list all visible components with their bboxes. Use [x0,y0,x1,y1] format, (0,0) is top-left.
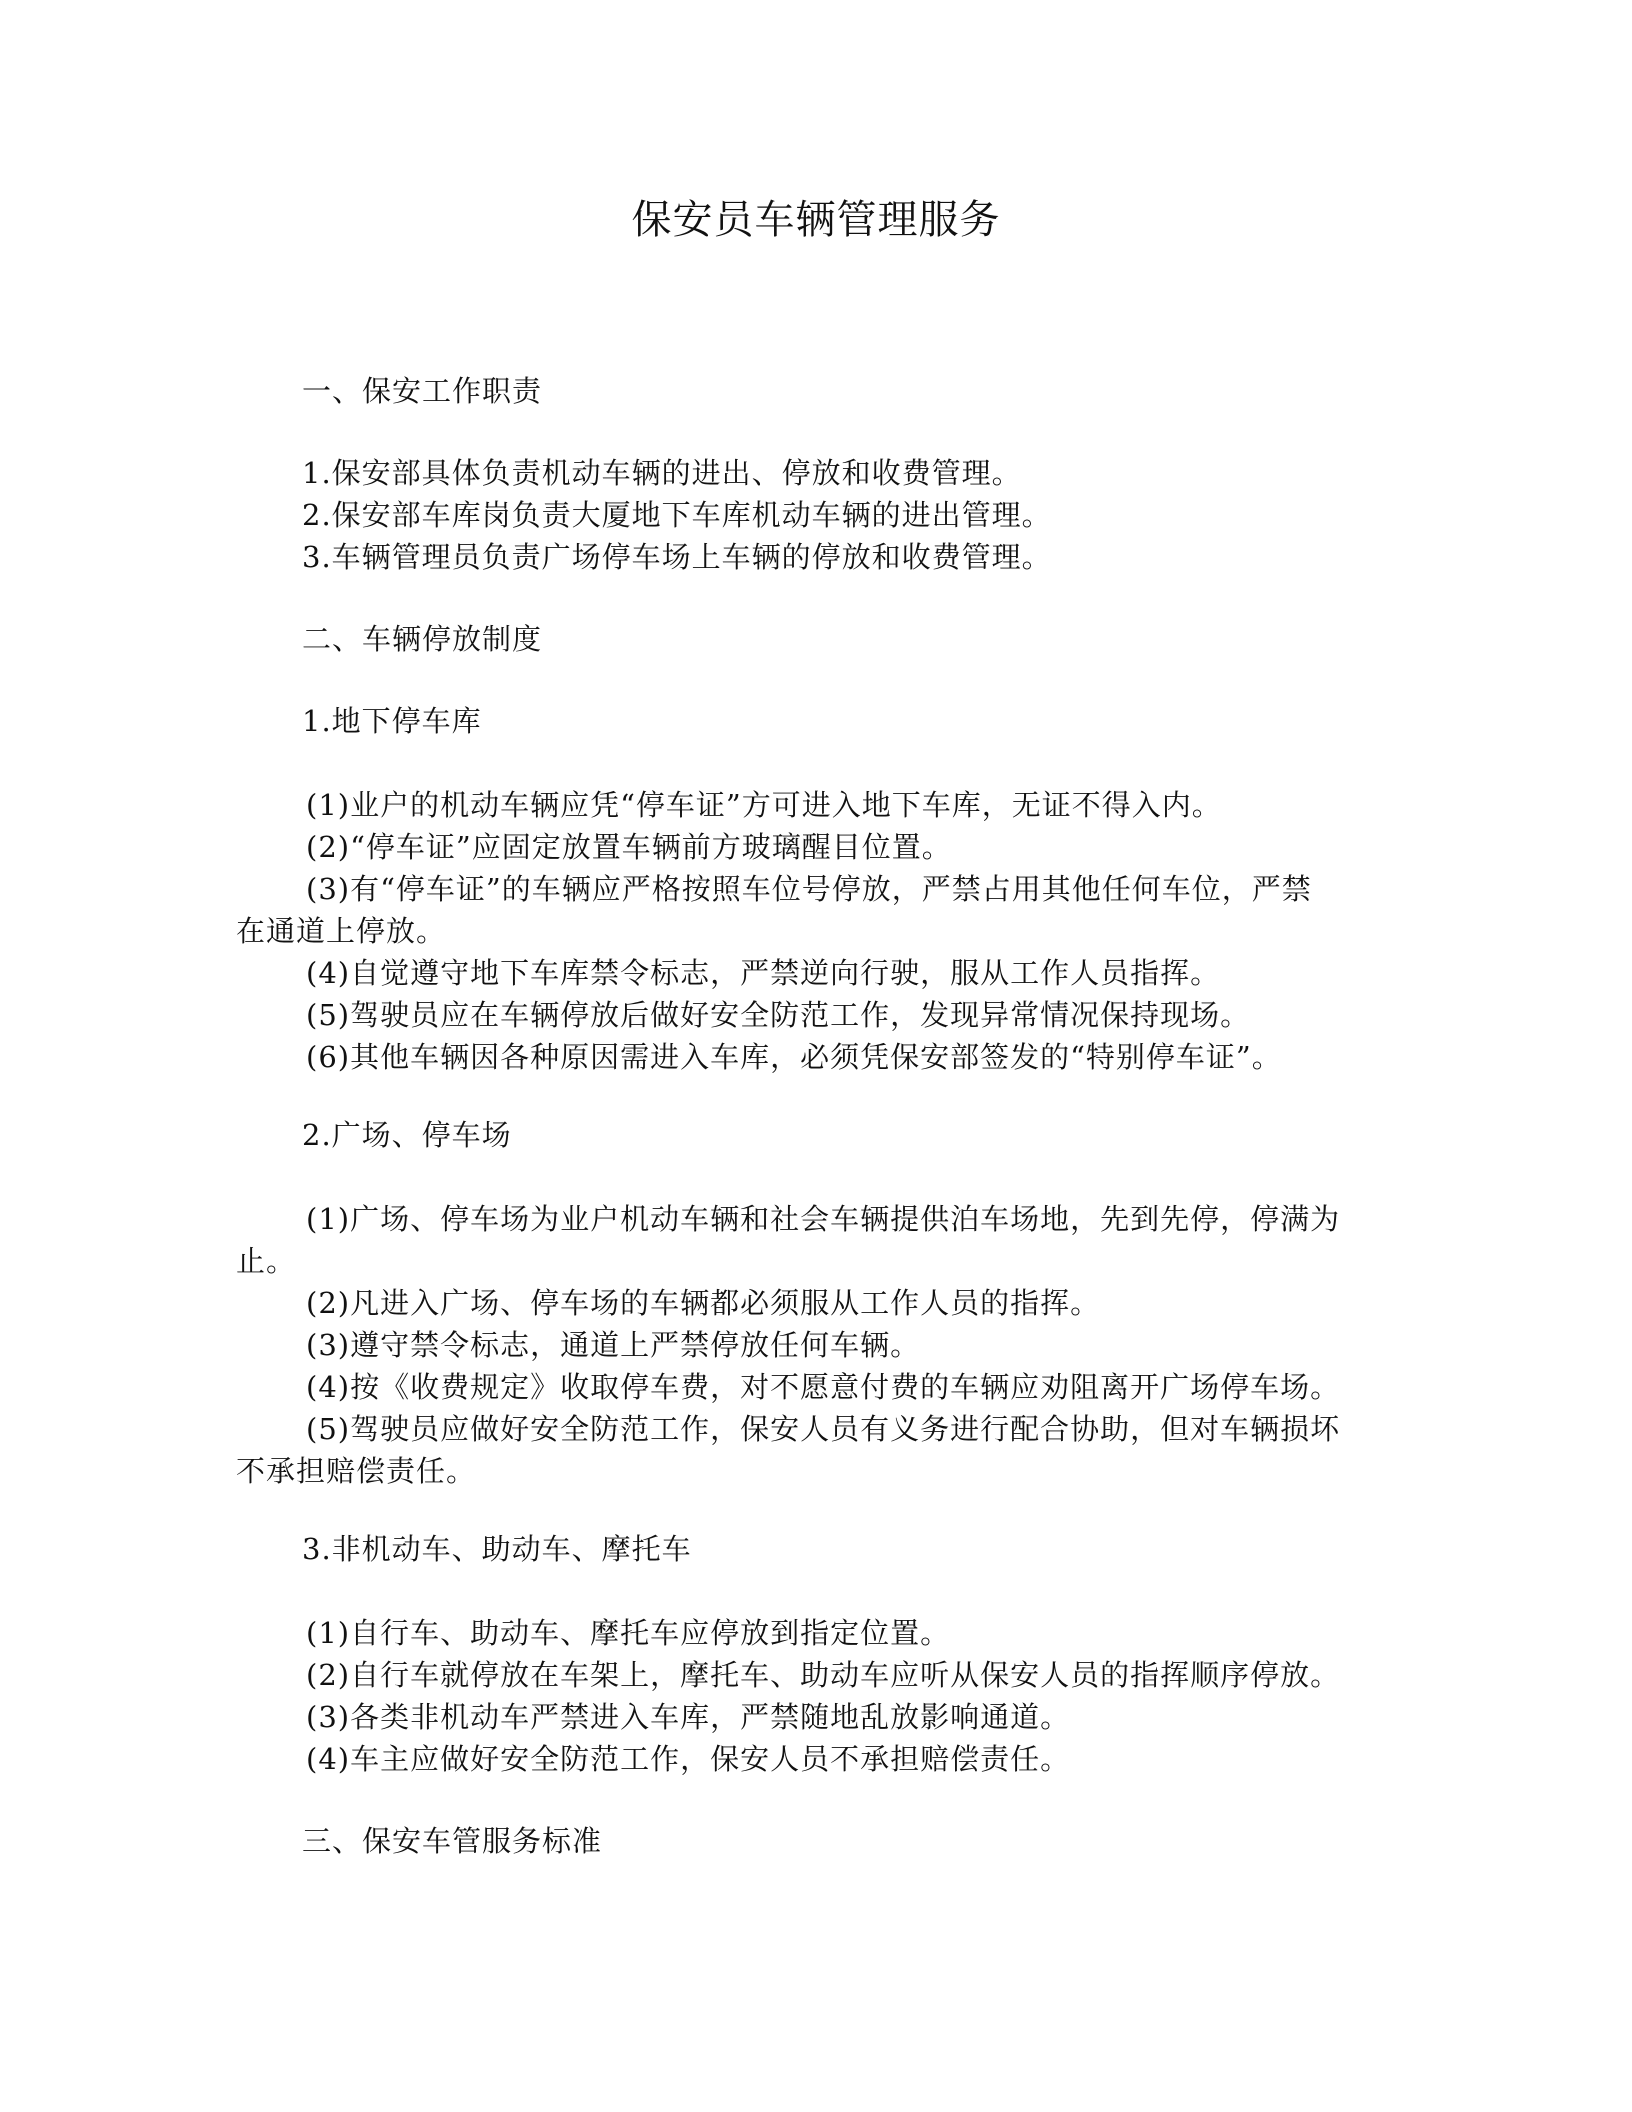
paragraph-line: (3)遵守禁令标志，通道上严禁停放任何车辆。 [306,1328,921,1362]
paragraph-line: 3.车辆管理员负责广场停车场上车辆的停放和收费管理。 [302,540,1052,574]
paragraph-line: (4)按《收费规定》收取停车费，对不愿意付费的车辆应劝阻离开广场停车场。 [306,1370,1341,1404]
paragraph-line: 1.保安部具体负责机动车辆的进出、停放和收费管理。 [302,456,1022,490]
section-heading-3: 三、保安车管服务标准 [302,1824,603,1858]
section-heading-2: 二、车辆停放制度 [302,622,543,656]
paragraph-line: 不承担赔偿责任。 [236,1454,477,1488]
paragraph-line: (4)自觉遵守地下车库禁令标志，严禁逆向行驶，服从工作人员指挥。 [306,956,1221,990]
paragraph-line: (5)驾驶员应在车辆停放后做好安全防范工作，发现异常情况保持现场。 [306,998,1251,1032]
paragraph-line: (5)驾驶员应做好安全防范工作，保安人员有义务进行配合协助，但对车辆损坏 [306,1412,1341,1446]
paragraph-line: (2)自行车就停放在车架上，摩托车、助动车应听从保安人员的指挥顺序停放。 [306,1658,1341,1692]
subsection-heading: 3.非机动车、助动车、摩托车 [302,1532,692,1566]
paragraph-line: 止。 [236,1244,297,1278]
paragraph-line: (4)车主应做好安全防范工作，保安人员不承担赔偿责任。 [306,1742,1071,1776]
paragraph-line: (1)自行车、助动车、摩托车应停放到指定位置。 [306,1616,951,1650]
paragraph-line: (3)各类非机动车严禁进入车库，严禁随地乱放影响通道。 [306,1700,1071,1734]
paragraph-line: (1)业户的机动车辆应凭“停车证”方可进入地下车库，无证不得入内。 [306,788,1222,822]
paragraph-line: (1)广场、停车场为业户机动车辆和社会车辆提供泊车场地，先到先停，停满为 [306,1202,1341,1236]
subsection-heading: 2.广场、停车场 [302,1118,512,1152]
paragraph-line: 2.保安部车库岗负责大厦地下车库机动车辆的进出管理。 [302,498,1052,532]
page-title: 保安员车辆管理服务 [631,197,1001,243]
subsection-heading: 1.地下停车库 [302,704,482,738]
paragraph-line: 在通道上停放。 [236,914,447,948]
paragraph-line: (2)凡进入广场、停车场的车辆都必须服从工作人员的指挥。 [306,1286,1101,1320]
paragraph-line: (2)“停车证”应固定放置车辆前方玻璃醒目位置。 [306,830,952,864]
section-heading-1: 一、保安工作职责 [302,374,543,408]
paragraph-line: (6)其他车辆因各种原因需进入车库，必须凭保安部签发的“特别停车证”。 [306,1040,1282,1074]
paragraph-line: (3)有“停车证”的车辆应严格按照车位号停放，严禁占用其他任何车位，严禁 [306,872,1312,906]
